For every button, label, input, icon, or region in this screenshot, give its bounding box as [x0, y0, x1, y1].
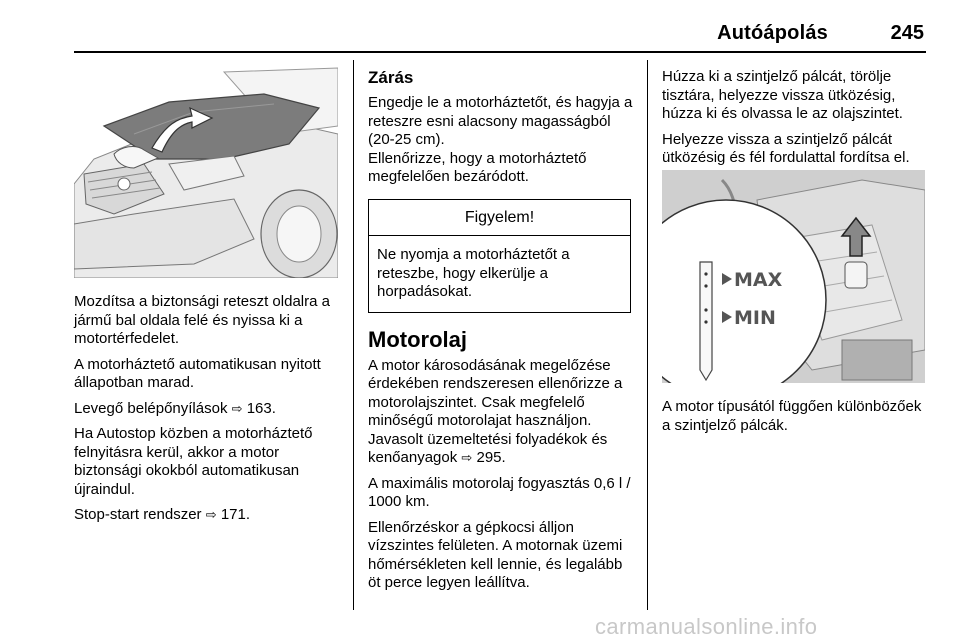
- watermark: carmanualsonline.info: [595, 614, 818, 639]
- cross-reference[interactable]: [74, 506, 344, 525]
- engine-oil-heading: Motorolaj: [368, 326, 467, 352]
- paragraph: A maximális motorolaj fogyasztás 0,6 l / 1000 km.: [368, 474, 631, 510]
- warning-title: Figyelem!: [369, 200, 630, 237]
- paragraph: A motor típusától függően különbözőek a szintjelző pálcák.: [662, 398, 922, 434]
- dipstick-min-label: MIN: [734, 307, 776, 329]
- page-reference-icon: ⇨: [461, 450, 473, 465]
- hood-opening-illustration: [74, 64, 338, 278]
- reference-page: 163.: [246, 399, 276, 417]
- paragraph: Ellenőrzéskor a gépkocsi álljon vízszintes felületen. A motornak üzemi hőmérsékleten kell lennie, és legalább öt perce legyen leállítva.: [368, 518, 623, 591]
- paragraph: Engedje le a motorháztetőt, és hagyja a reteszre esni alacsony magasságból (20-25 cm).: [368, 94, 633, 148]
- page-reference-icon: ⇨: [205, 507, 217, 522]
- closing-heading: Zárás: [368, 68, 414, 87]
- paragraph: Ha Autostop közben a motorháztető felnyitásra kerül, akkor a motor biztonsági okokból automatikusan újraindul.: [74, 425, 313, 498]
- header-divider: [74, 51, 926, 53]
- paragraph: [368, 357, 634, 468]
- warning-box: [368, 199, 631, 313]
- paragraph: A motorháztető automatikusan nyitott állapotban marad.: [74, 355, 321, 391]
- dipstick-max-label: MAX: [734, 269, 783, 291]
- paragraph-text: A motor károsodásának megelőzése érdekében rendszeresen ellenőrizze a motorolajszintet. Csak megfelelő minőségű motorolajat használjon. Javasolt üzemeltetési folyadékok és kenőanyagok: [368, 356, 623, 466]
- left-column: [74, 293, 344, 532]
- page-reference-icon: ⇨: [231, 400, 243, 416]
- reference-page[interactable]: 295.: [476, 449, 506, 466]
- right-column-top: [662, 68, 928, 175]
- paragraph: Helyezze vissza a szintjelző pálcát ütközésig és fél fordulattal fordítsa el.: [662, 130, 910, 166]
- reference-text: Stop-start rendszer: [74, 506, 202, 523]
- paragraph: Húzza ki a szintjelző pálcát, törölje tisztára, helyezze vissza ütközésig, húzza ki és olvassa le az olajszintet.: [662, 68, 903, 122]
- dipstick-illustration: [662, 170, 925, 383]
- paragraph: Ellenőrizze, hogy a motorháztető megfelelően bezáródott.: [368, 149, 587, 185]
- section-title: Autóápolás: [717, 22, 828, 44]
- paragraph: Mozdítsa a biztonsági reteszt oldalra a jármű bal oldala felé és nyissa ki a motortérfedelet.: [74, 293, 330, 347]
- column-divider-1: [353, 60, 354, 610]
- middle-column: [368, 68, 634, 600]
- warning-text: Ne nyomja a motorháztetőt a reteszbe, hogy elkerülje a horpadásokat.: [377, 246, 570, 300]
- page-number: 245: [890, 22, 924, 44]
- cross-reference[interactable]: [74, 400, 344, 419]
- reference-text: Levegő belépőnyílások: [74, 399, 228, 417]
- reference-page: 171.: [220, 506, 251, 523]
- right-column-bottom: [662, 398, 928, 442]
- column-divider-2: [647, 60, 648, 610]
